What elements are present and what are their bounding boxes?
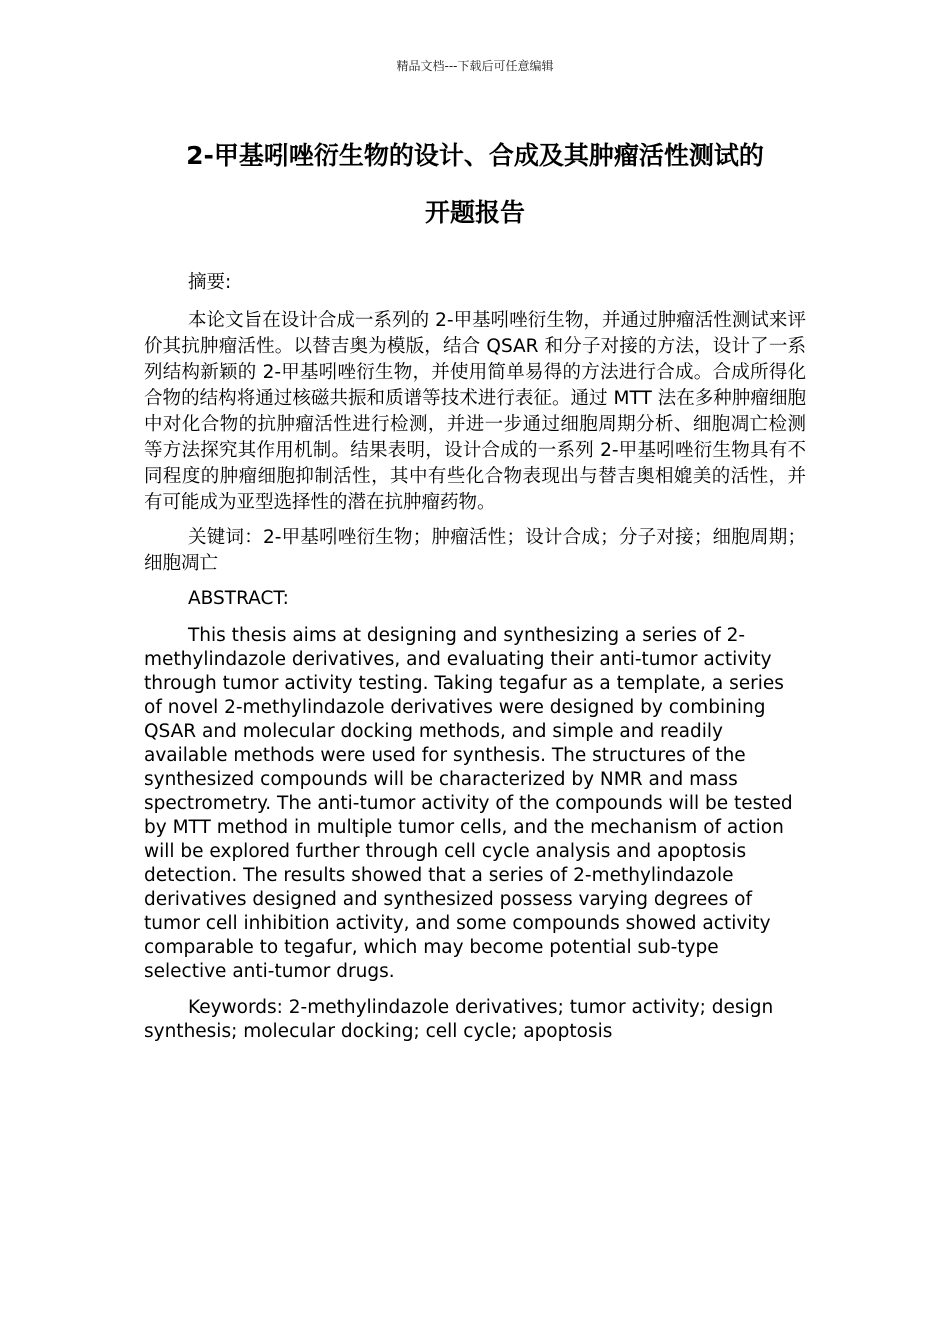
abstract-en-heading: ABSTRACT:: [188, 588, 289, 609]
keywords-cn: 关键词：2-甲基吲唑衍生物；肿瘤活性；设计合成；分子对接；细胞周期；细胞凋亡: [144, 527, 806, 574]
document-body: [144, 270, 806, 1044]
page-header-note: 精品文档---下载后可任意编辑: [396, 59, 554, 73]
abstract-cn-body: 本论文旨在设计合成一系列的 2-甲基吲唑衍生物，并通过肿瘤活性测试来评价其抗肿瘤活性。以替吉奥为模版，结合 QSAR 和分子对接的方法，设计了一系列结构新颖的 2-甲基吲唑衍生物，并使用简单易得的方法进行合成。合成所得化合物的结构将通过核磁共振和质谱等技术进行表征。通过 MTT 法在多种肿瘤细胞中对化合物的抗肿瘤活性进行检测，并进一步通过细胞周期分析、细胞凋亡检测等方法探究其作用机制。结果表明，设计合成的一系列 2-甲基吲唑衍生物具有不同程度的肿瘤细胞抑制活性，其中有些化合物表现出与替吉奥相媲美的活性，并有可能成为亚型选择性的潜在抗肿瘤药物。: [144, 310, 806, 513]
document-title-line-2: 开题报告: [424, 198, 525, 227]
abstract-cn-heading: 摘要:: [188, 272, 232, 293]
document-title-line-1: 2-甲基吲唑衍生物的设计、合成及其肿瘤活性测试的: [186, 141, 764, 170]
keywords-en: Keywords: 2-methylindazole derivatives; tumor activity; design synthesis; molecular docking; cell cycle; apoptosis: [144, 997, 774, 1042]
abstract-en-body: This thesis aims at designing and synthesizing a series of 2-methylindazole derivatives, and evaluating their anti-tumor activity through tumor activity testing. Taking tegafur as a template, a series of novel 2-methylindazole derivatives were designed by combining QSAR and molecular docking methods, and simple and readily available methods were used for synthesis. The structures of the synthesized compounds will be characterized by NMR and mass spectrometry. The anti-tumor activity of the compounds will be tested by MTT method in multiple tumor cells, and the mechanism of action will be explored further through cell cycle analysis and apoptosis detection. The results showed that a series of 2-methylindazole derivatives designed and synthesized possess varying degrees of tumor cell inhibition activity, and some compounds showed activity comparable to tegafur, which may become potential sub-type selective anti-tumor drugs.: [144, 625, 793, 982]
